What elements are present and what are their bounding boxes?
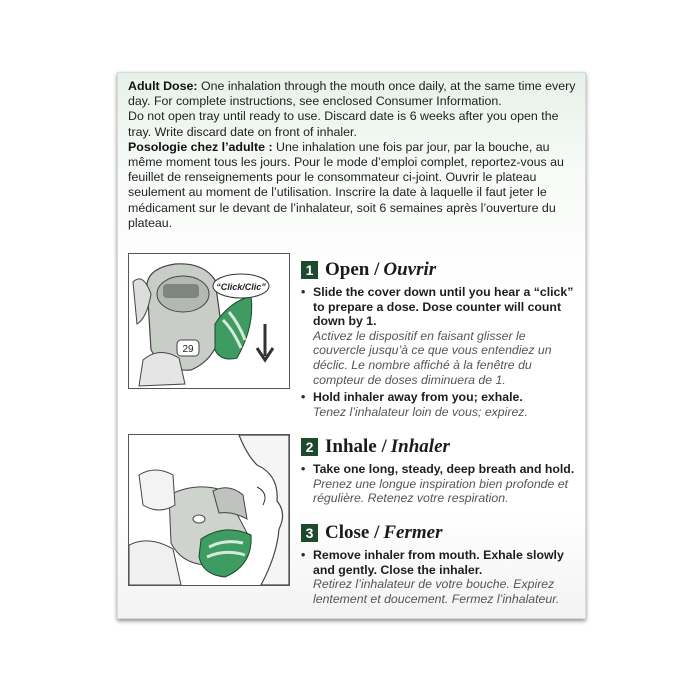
step-title-fr: Ouvrir bbox=[383, 259, 437, 280]
inhale-illustration bbox=[128, 434, 290, 586]
instruction-panel bbox=[117, 72, 586, 619]
step-bullet: • Take one long, steady, deep breath and hold. Prenez une longue inspiration bien profonde et régulière. Retenez votre respiration. bbox=[301, 462, 581, 506]
step-title-fr: Fermer bbox=[383, 522, 443, 543]
step-title-en: Open / bbox=[325, 259, 380, 280]
step-number-badge: 1 bbox=[301, 261, 318, 279]
step-close bbox=[301, 522, 581, 606]
step-title-en: Inhale / bbox=[325, 436, 387, 457]
step-bullet: • Slide the cover down until you hear a “click” to prepare a dose. Dose counter will count down by 1. Activez le dispositif en faisant glisser le couvercle jusqu’à ce que vous entendiez un déclic. Le nombre affiché à la fenêtre du compteur de doses diminuera de 1. bbox=[301, 285, 581, 387]
step-title-fr: Inhaler bbox=[390, 436, 450, 457]
adult-dose-fr: Posologie chez l’adulte : Une inhalation une fois par jour, par la bouche, au même moment tous les jours. Pour le mode d’emploi complet, reportez-vous au feuillet de renseignements pour le consommateur ci-joint. Ouvrir le plateau seulement au moment de l’utilisation. Inscrire la date à laquelle il faut jeter le médicament sur le devant de l’inhalateur, soit 6 semaines après l’ouverture du plateau. bbox=[128, 139, 564, 230]
step-bullet: • Hold inhaler away from you; exhale. Tenez l’inhalateur loin de vous; expirez. bbox=[301, 390, 581, 419]
dose-counter-value: 29 bbox=[182, 344, 194, 355]
click-bubble-text: “Click/Clic” bbox=[216, 282, 266, 292]
step-inhale bbox=[301, 436, 581, 506]
adult-dose-en: Adult Dose: One inhalation through the mouth once daily, at the same time every day. For complete instructions, see enclosed Consumer Information. bbox=[128, 79, 576, 109]
step-title-en: Close / bbox=[325, 522, 380, 543]
dosage-text bbox=[128, 79, 578, 231]
step-open bbox=[301, 259, 581, 419]
open-inhaler-illustration bbox=[128, 253, 290, 389]
tray-warning-en: Do not open tray until ready to use. Discard date is 6 weeks after you open the tray. Write discard date on front of inhaler. bbox=[128, 109, 559, 139]
slide-down-arrow-icon bbox=[257, 324, 273, 360]
step-bullet: • Remove inhaler from mouth. Exhale slowly and gently. Close the inhaler. Retirez l’inhalateur de votre bouche. Expirez lentement et doucement. Fermez l’inhalateur. bbox=[301, 548, 581, 606]
step-number-badge: 2 bbox=[301, 438, 318, 456]
step-number-badge: 3 bbox=[301, 524, 318, 542]
